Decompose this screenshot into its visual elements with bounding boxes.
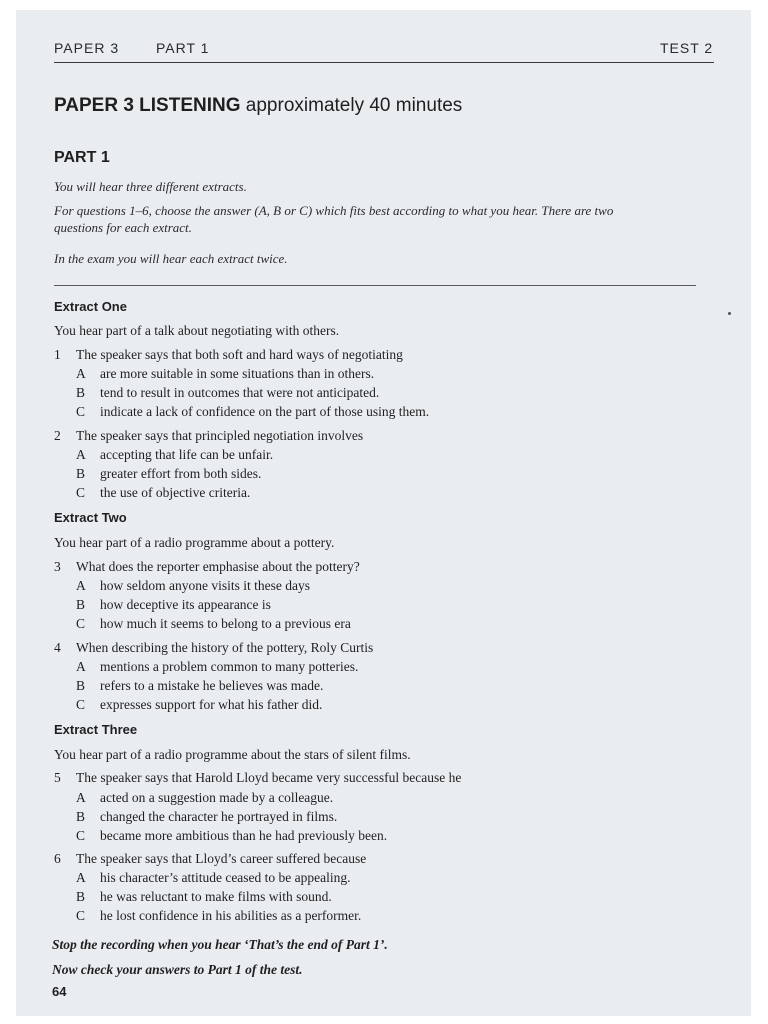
- section-divider: [54, 285, 696, 286]
- question: [54, 770, 461, 786]
- option-text: indicate a lack of confidence on the part of those using them.: [100, 404, 430, 419]
- question-text: The speaker says that Harold Lloyd became very successful because he: [76, 770, 462, 785]
- option: [76, 616, 351, 632]
- option-letter: B: [76, 597, 86, 612]
- question: [54, 851, 366, 867]
- title-rest: approximately 40 minutes: [240, 95, 463, 116]
- option-text: are more suitable in some situations than in others.: [100, 366, 375, 381]
- option-text: became more ambitious than he had previously been.: [100, 828, 388, 843]
- header-part: PART 1: [156, 40, 210, 56]
- question-number: 2: [54, 428, 61, 443]
- closing-instruction-1: Stop the recording when you hear ‘That’s the end of Part 1’.: [52, 937, 388, 952]
- title-bold: PAPER 3 LISTENING: [54, 95, 241, 116]
- closing-instruction-2: Now check your answers to Part 1 of the test.: [52, 962, 303, 977]
- option-letter: B: [76, 889, 86, 904]
- question: [54, 428, 363, 444]
- option: [76, 578, 310, 594]
- option: [76, 404, 429, 420]
- option: [76, 385, 379, 401]
- option-text: greater effort from both sides.: [100, 466, 262, 481]
- extract-heading: Extract Two: [54, 510, 127, 525]
- option: [76, 809, 337, 825]
- option-text: tend to result in outcomes that were not anticipated.: [100, 385, 380, 400]
- instruction-2: For questions 1–6, choose the answer (A, B or C) which fits best according to what you hear. There are two: [54, 203, 614, 218]
- option-text: how seldom anyone visits it these days: [100, 578, 310, 593]
- extract-intro: You hear part of a radio programme about a pottery.: [54, 535, 335, 550]
- option-letter: A: [76, 659, 86, 674]
- option-letter: B: [76, 385, 86, 400]
- option-letter: C: [76, 404, 86, 419]
- option: [76, 790, 333, 806]
- instruction-4: In the exam you will hear each extract twice.: [54, 251, 288, 266]
- instruction-1: You will hear three different extracts.: [54, 179, 247, 194]
- question: [54, 559, 360, 575]
- question-number: 5: [54, 770, 61, 785]
- option-letter: A: [76, 790, 86, 805]
- option-letter: C: [76, 908, 86, 923]
- question-number: 1: [54, 347, 61, 362]
- option: [76, 447, 273, 463]
- question-text: The speaker says that both soft and hard ways of negotiating: [76, 347, 403, 362]
- option-letter: C: [76, 828, 86, 843]
- extract-intro: You hear part of a radio programme about the stars of silent films.: [54, 747, 411, 762]
- option: [76, 466, 261, 482]
- question-text: The speaker says that principled negotiation involves: [76, 428, 364, 443]
- option-letter: C: [76, 697, 86, 712]
- extract-heading: Extract Three: [54, 722, 138, 737]
- option-letter: A: [76, 366, 86, 381]
- option-letter: A: [76, 447, 86, 462]
- option: [76, 697, 322, 713]
- option: [76, 828, 387, 844]
- question: [54, 347, 403, 363]
- question-number: 3: [54, 559, 61, 574]
- extract-intro: You hear part of a talk about negotiating with others.: [54, 323, 340, 338]
- question-text: The speaker says that Lloyd’s career suffered because: [76, 851, 367, 866]
- header-rule: [54, 62, 714, 63]
- option-letter: B: [76, 809, 86, 824]
- option-letter: C: [76, 485, 86, 500]
- option-text: acted on a suggestion made by a colleague.: [100, 790, 334, 805]
- option-text: how much it seems to belong to a previous era: [100, 616, 351, 631]
- question-text: What does the reporter emphasise about the pottery?: [76, 559, 360, 574]
- scan-speck: [728, 312, 731, 315]
- header-test: TEST 2: [660, 40, 714, 56]
- question-number: 6: [54, 851, 61, 866]
- option: [76, 597, 271, 613]
- option-text: expresses support for what his father did.: [100, 697, 323, 712]
- instruction-3: questions for each extract.: [54, 220, 192, 235]
- option: [76, 870, 351, 886]
- option-letter: A: [76, 870, 86, 885]
- option-text: the use of objective criteria.: [100, 485, 251, 500]
- question: [54, 640, 373, 656]
- question-number: 4: [54, 640, 61, 655]
- option: [76, 908, 361, 924]
- page-number: 64: [52, 984, 67, 999]
- page-title: [54, 95, 462, 117]
- option-text: he was reluctant to make films with sound.: [100, 889, 332, 904]
- option-text: how deceptive its appearance is: [100, 597, 271, 612]
- option: [76, 659, 358, 675]
- part-heading: PART 1: [54, 149, 110, 166]
- option-letter: B: [76, 466, 86, 481]
- option: [76, 366, 374, 382]
- option: [76, 889, 332, 905]
- option-text: his character’s attitude ceased to be appealing.: [100, 870, 351, 885]
- header-paper: PAPER 3: [54, 40, 120, 56]
- option-text: he lost confidence in his abilities as a performer.: [100, 908, 362, 923]
- option-letter: C: [76, 616, 86, 631]
- option-letter: B: [76, 678, 86, 693]
- option-text: mentions a problem common to many potteries.: [100, 659, 359, 674]
- option-text: refers to a mistake he believes was made.: [100, 678, 324, 693]
- question-text: When describing the history of the pottery, Roly Curtis: [76, 640, 374, 655]
- option-text: changed the character he portrayed in films.: [100, 809, 338, 824]
- extract-heading: Extract One: [54, 299, 127, 314]
- option: [76, 678, 323, 694]
- option-letter: A: [76, 578, 86, 593]
- exam-page: [16, 10, 751, 1016]
- option-text: accepting that life can be unfair.: [100, 447, 274, 462]
- option: [76, 485, 250, 501]
